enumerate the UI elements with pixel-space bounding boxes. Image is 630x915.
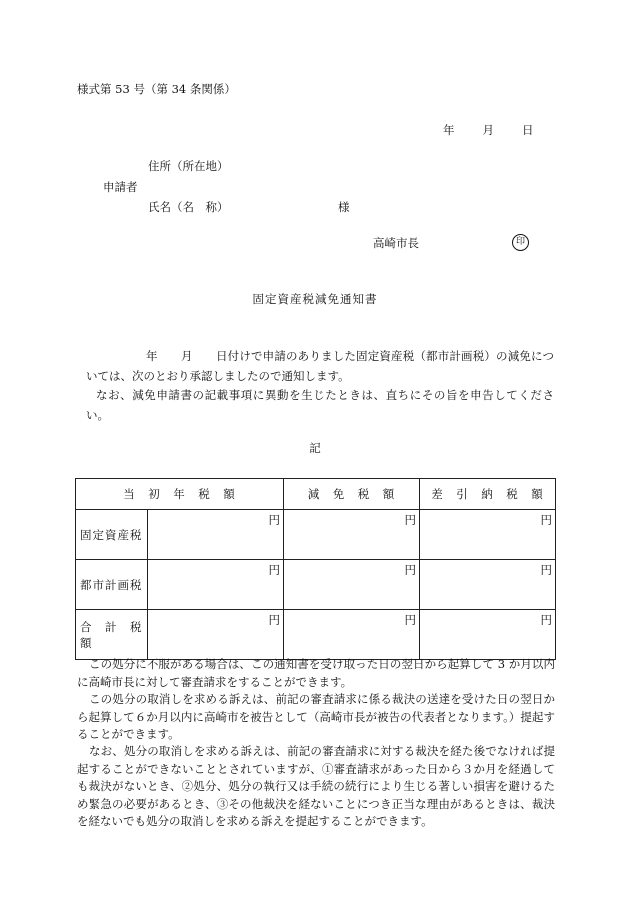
ki-heading: 記 [309, 441, 321, 455]
appeal-note: この処分に不服がある場合は、この通知書を受け取った日の翌日から起算して 3 か月以内に高崎市長に対して審査請求をすることができます。 [77, 657, 555, 689]
table-row [76, 560, 556, 610]
issue-date [443, 124, 534, 138]
document-title: 固定資産税減免通知書 [252, 292, 378, 306]
row-label: 固定資産税 [76, 510, 148, 560]
amount-cell: 円 [148, 560, 284, 610]
header-reduction: 減 免 税 額 [284, 479, 420, 510]
exception-note: なお、処分の取消しを求める訴えは、前記の審査請求に対する裁決を経た後でなければ提起することができないこととされていますが、①審査請求があった日から３か月を経過しても裁決がないとき、②処分、処分の執行又は手続の続行により生じる著しい損害を避けるため緊急の必要があるとき、③その他裁決を経ないことにつき正当な理由があるときは、裁決を経ないでも処分の取消しを求める訴えを提起することができます。 [77, 744, 555, 828]
amount-cell: 円 [148, 610, 284, 660]
table-row [76, 610, 556, 660]
body-paragraph-1: 年 月 日付けで申請のありました固定資産税（都市計画税）の減免については、次のとおり承認しましたので通知します。 [86, 349, 554, 383]
amount-cell: 円 [420, 610, 556, 660]
date-month: 月 [482, 123, 494, 137]
issuer-name: 高崎市長 [373, 236, 419, 250]
amount-cell: 円 [148, 510, 284, 560]
amount-cell: 円 [420, 560, 556, 610]
table-row [76, 510, 556, 560]
lawsuit-note: この処分の取消しを求める訴えは、前記の審査請求に係る裁決の送達を受けた日の翌日から起算して６か月以内に高崎市を被告として（高崎市長が被告の代表者となります。）提起することができます。 [77, 692, 555, 741]
applicant-label: 申請者 [103, 180, 138, 194]
header-net-tax: 差 引 納 税 額 [420, 479, 556, 510]
header-original-tax: 当 初 年 税 額 [76, 479, 284, 510]
honorific: 様 [338, 200, 350, 214]
amount-cell: 円 [420, 510, 556, 560]
tax-amount-table [75, 478, 556, 660]
address-label: 住所（所在地） [148, 159, 229, 173]
row-label: 合 計 税 額 [76, 610, 148, 660]
date-year: 年 [443, 123, 455, 137]
amount-cell: 円 [284, 510, 420, 560]
date-day: 日 [522, 123, 534, 137]
amount-cell: 円 [284, 610, 420, 660]
amount-cell: 円 [284, 560, 420, 610]
body-paragraph-2: なお、減免申請書の記載事項に異動を生じたときは、直ちにその旨を申告してください。 [86, 388, 554, 422]
table-header-row [76, 479, 556, 510]
form-number: 様式第 53 号（第 34 条関係） [77, 82, 236, 96]
seal-mark: 印 [512, 234, 529, 251]
row-label: 都市計画税 [76, 560, 148, 610]
name-label: 氏名（名 称） [148, 200, 229, 214]
